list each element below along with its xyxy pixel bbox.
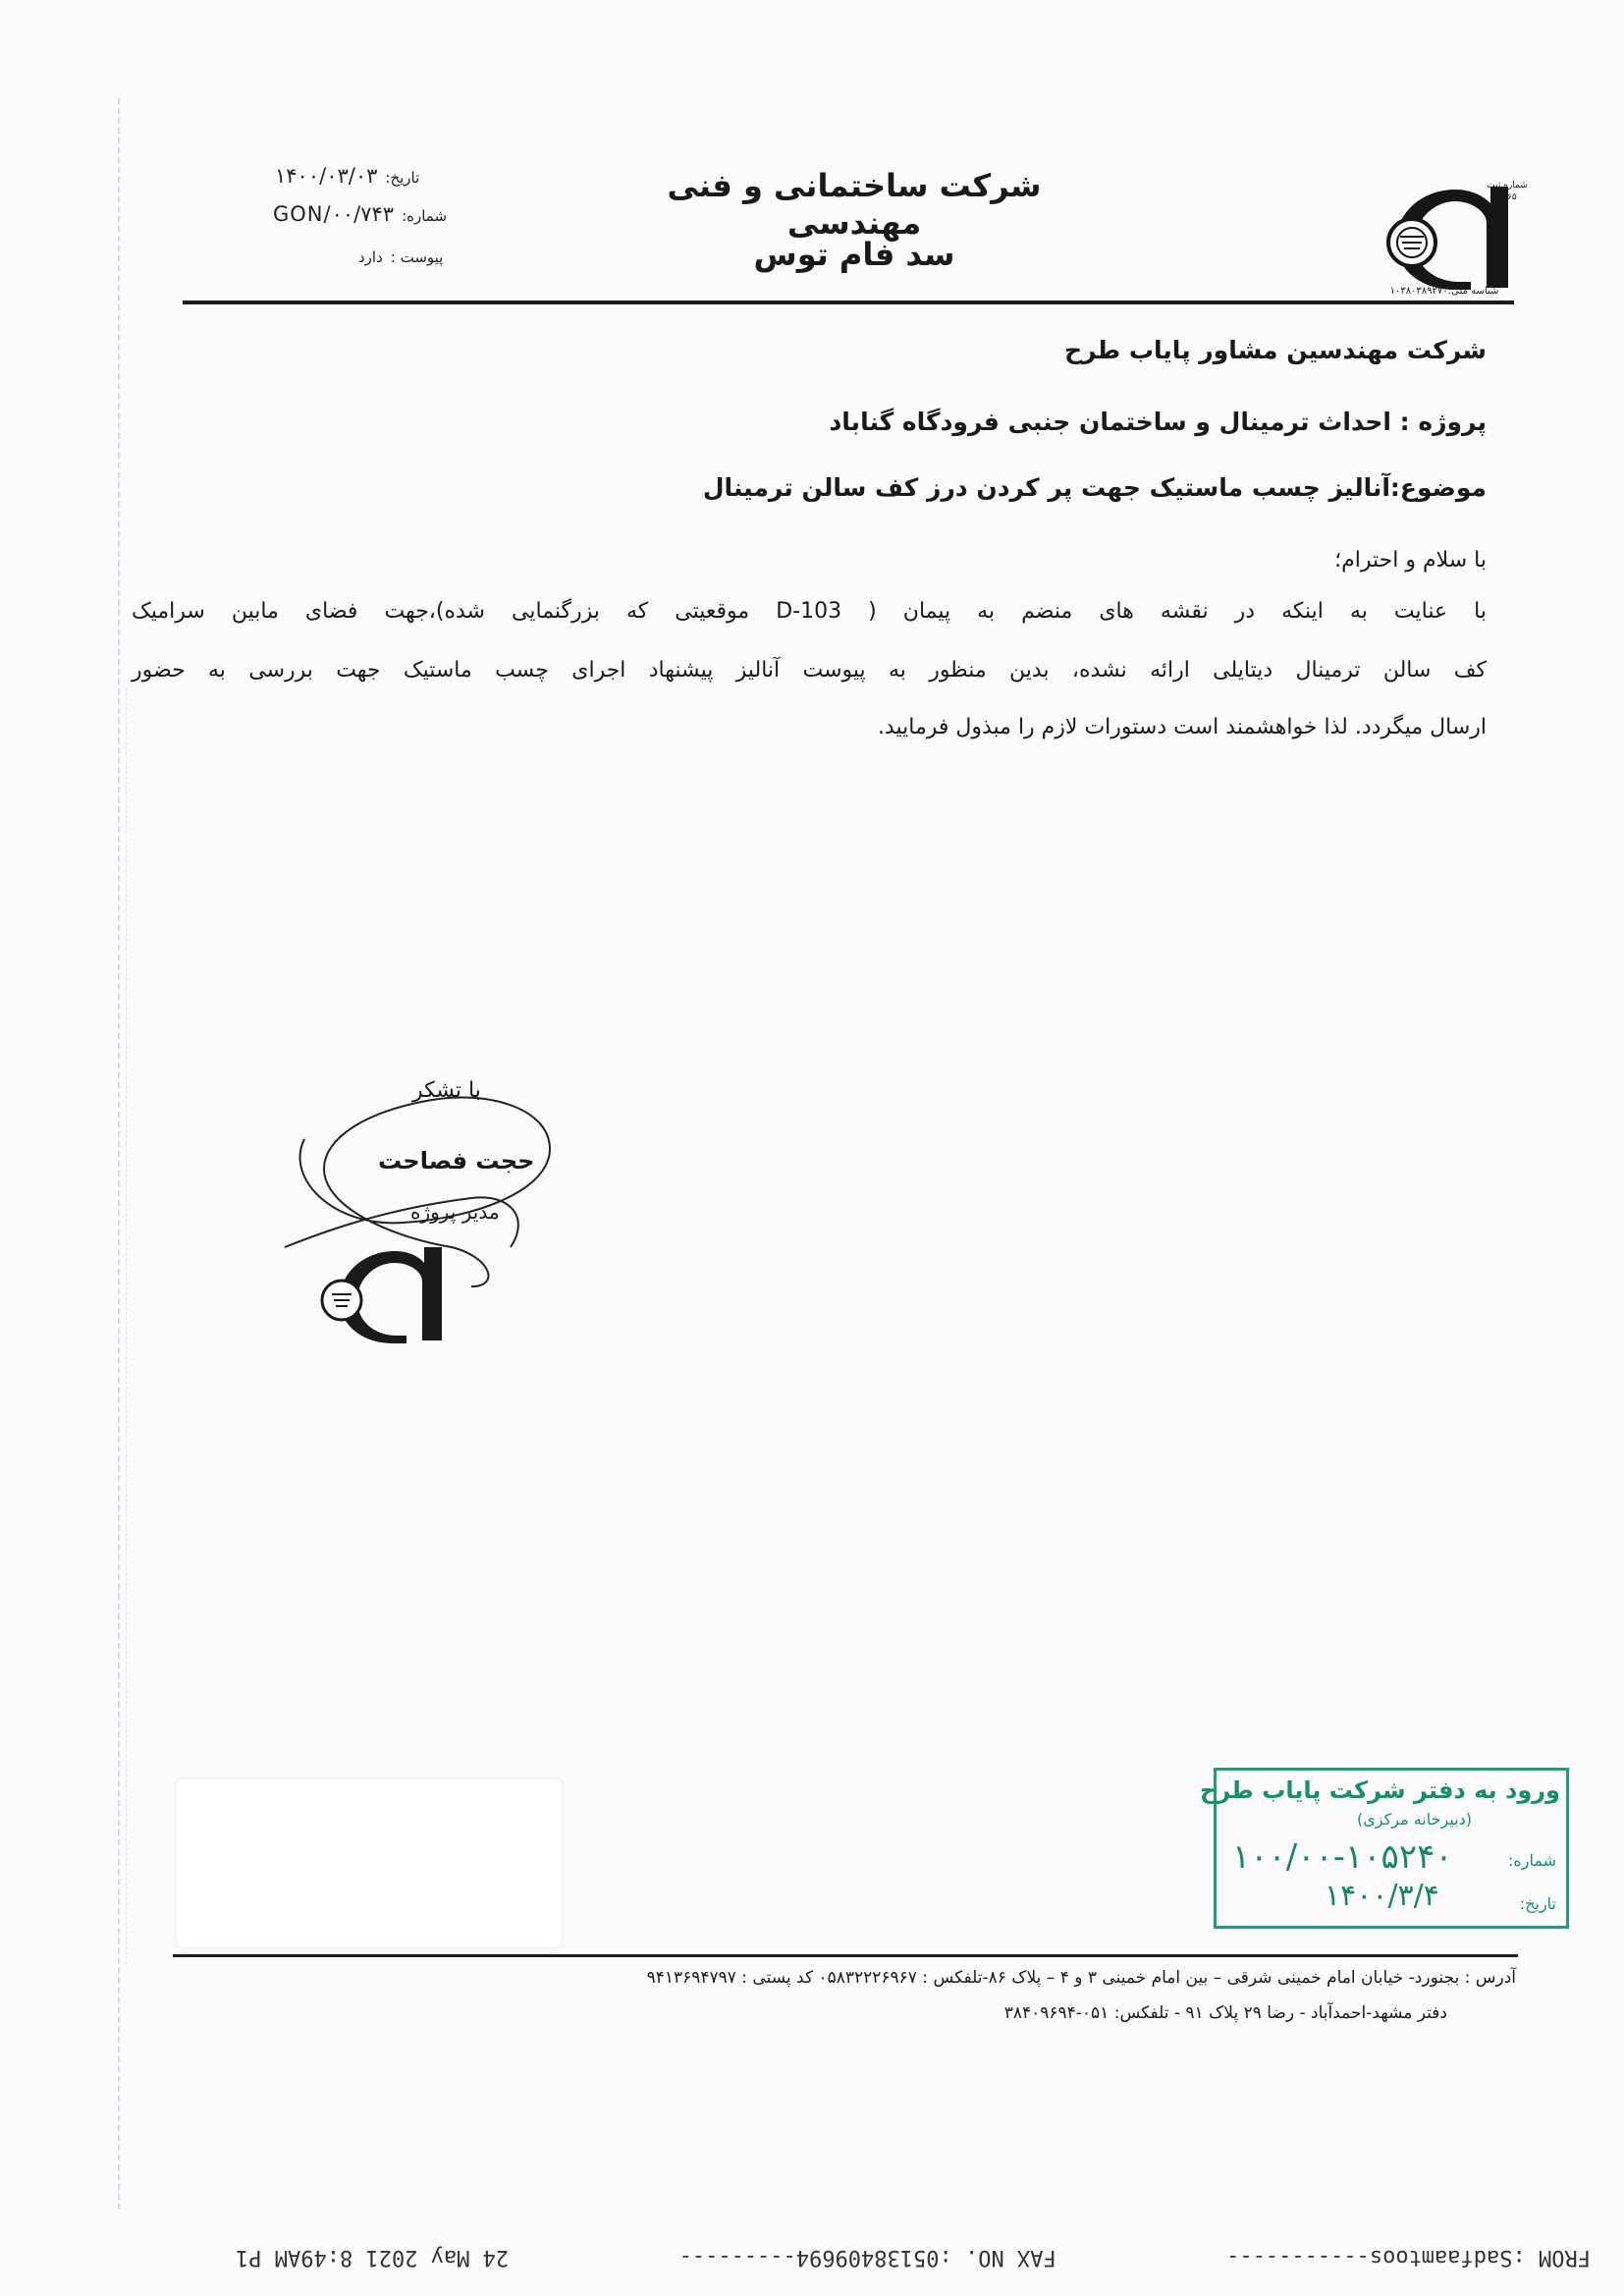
fax-number: FAX NO. :05138409694--------- <box>678 2245 1056 2269</box>
logo-registration <box>1483 180 1532 203</box>
company-subtitle: سد فام توس <box>753 236 955 273</box>
stamp-number-value: ۱۰۰/۰۰-۱۰۵۲۴۰ <box>1232 1837 1453 1877</box>
body-paragraph-line: ارسال میگردد. لذا خواهشمند است دستورات لازم را مبذول فرمایید. <box>877 715 1487 739</box>
receipt-stamp <box>1200 1768 1569 1929</box>
logo-registration-label: شماره ثبت <box>1487 181 1528 191</box>
scan-artifact-line <box>118 98 120 2210</box>
stamp-subtitle: (دبیرخانه مرکزی) <box>1357 1810 1472 1829</box>
stamp-title: ورود به دفتر شرکت پایاب طرح <box>1200 1777 1560 1804</box>
attachment-label: پیوست : <box>390 248 444 266</box>
date-label: تاریخ: <box>385 169 420 187</box>
greeting: با سلام و احترام؛ <box>1334 548 1487 573</box>
whiteout-patch <box>177 1779 562 1946</box>
recipient: شرکت مهندسین مشاور پایاب طرح <box>1064 336 1487 364</box>
body-paragraph-line: کف سالن ترمینال دیتایلی ارائه نشده، بدین منظور به پیوست آنالیز پیشنهاد اجرای چسب ماستیک جهت بررسی به حضور <box>132 658 1487 683</box>
signature-thanks: با تشکر <box>412 1078 481 1103</box>
logo-national-id: شناسه ملی:۱۰۳۸۰۳۸۹۲۷۰ <box>1389 286 1499 297</box>
signature-name: حجت فصاحت <box>378 1147 535 1175</box>
attachment-row <box>358 248 443 266</box>
stamp-date-label: تاریخ: <box>1519 1894 1556 1913</box>
address-line: دفتر مشهد-احمدآباد - رضا ۲۹ پلاک ۹۱ - تلفکس: ۰۵۱-۳۸۴۰۹۶۹۴ <box>1003 2003 1447 2023</box>
header-divider <box>183 301 1514 304</box>
fax-transmission-header <box>236 2245 1591 2269</box>
stamp-number-label: شماره: <box>1507 1851 1556 1870</box>
project-line: پروژه : احداث ترمینال و ساختمان جنبی فرودگاه گناباد <box>829 408 1487 436</box>
body-paragraph-line: با عنایت به اینکه در نقشه های منضم به پیمان ( D-103 موقعیتی که بزرگنمایی شده)،جهت فضای مابین سرامیک <box>132 599 1487 624</box>
number-row <box>273 202 447 226</box>
subject-line: موضوع:آنالیز چسب ماستیک جهت پر کردن درز کف سالن ترمینال <box>702 473 1487 502</box>
date-value: ۱۴۰۰/۰۳/۰۳ <box>275 164 378 188</box>
fax-from: FROM :Sadfaamtoos----------- <box>1226 2245 1591 2269</box>
stamp-date-value: ۱۴۰۰/۳/۴ <box>1325 1879 1439 1913</box>
attachment-value: دارد <box>358 248 383 266</box>
company-title: شرکت ساختمانی و فنی مهندسی <box>667 167 1042 242</box>
scan-artifact-line <box>126 687 127 1964</box>
signature-role: مدیر پروژه <box>410 1200 500 1224</box>
number-value: GON/۰۰/۷۴۳ <box>273 202 395 226</box>
footer-divider <box>173 1954 1518 1957</box>
date-row <box>275 164 419 188</box>
fax-time: 24 May 2021 8:49AM P1 <box>236 2245 510 2269</box>
address-line: آدرس : بجنورد- خیابان امام خمینی شرقی – بین امام خمینی ۳ و ۴ – پلاک ۸۶-تلفکس : ۰۵۸۳۲۲۲۶۹۶۷ کد پستی : ۹۴۱۳۶۹۴۷۹۷ <box>646 1968 1516 1988</box>
number-label: شماره: <box>402 207 448 225</box>
logo-registration-value: ۳۰۶۵ <box>1497 192 1517 202</box>
